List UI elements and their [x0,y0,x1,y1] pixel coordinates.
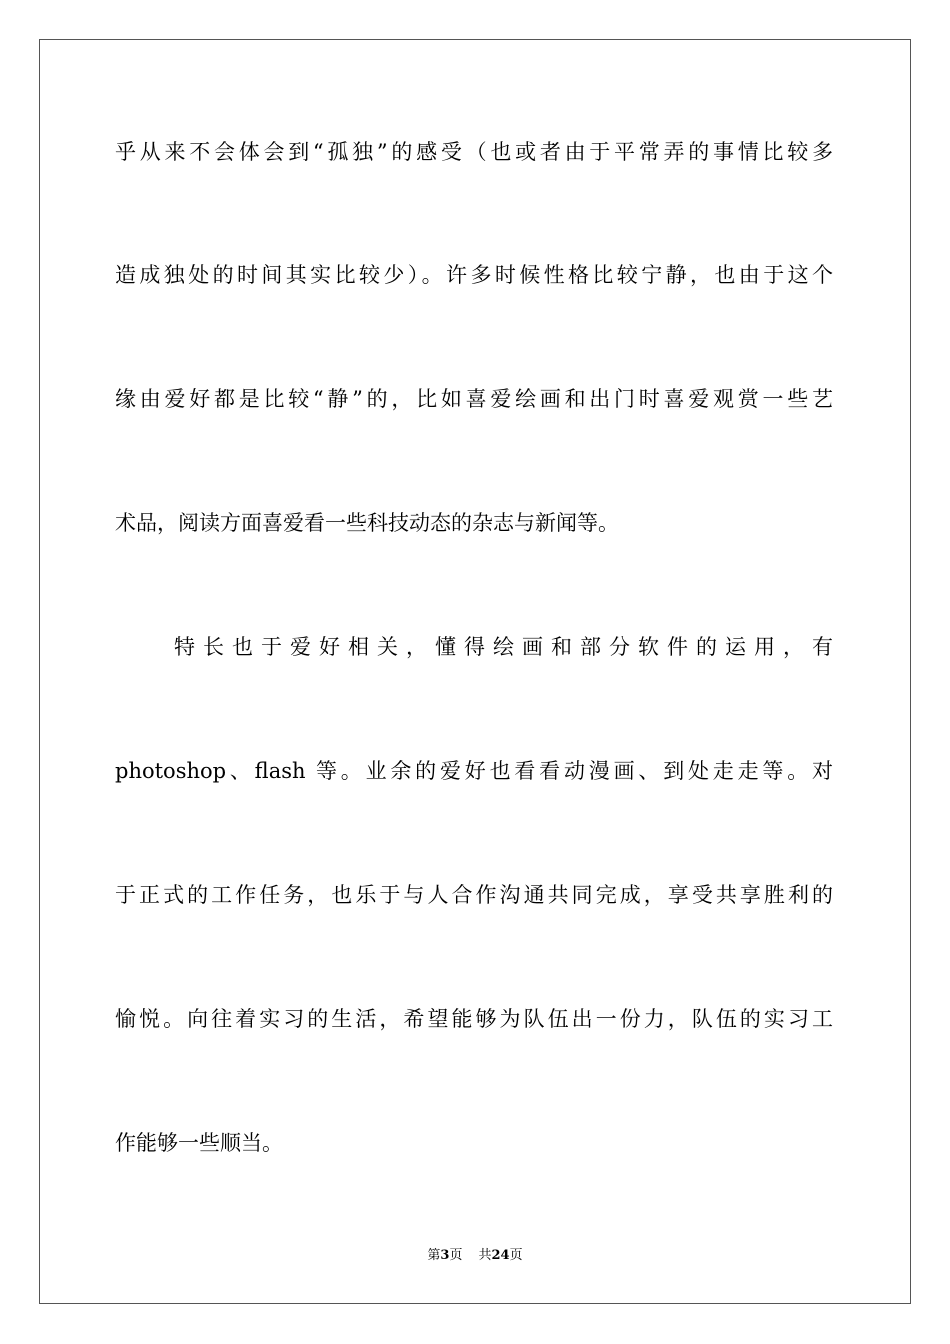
page-border [39,39,911,1304]
footer-page-number: 3 [440,1248,450,1263]
footer-total-suffix: 页 [509,1248,523,1263]
body-text-line-8: 愉悦。向往着实习的生活，希望能够为队伍出一份力，队伍的实习工 [115,1007,833,1031]
footer-total-prefix: 共 [478,1248,492,1263]
footer-page-suffix: 页 [449,1248,463,1263]
body-text-line-5: 特长也于爱好相关，懂得绘画和部分软件的运用，有 [174,635,833,659]
footer-total-pages: 24 [491,1248,510,1263]
body-text-line-7: 于正式的工作任务，也乐于与人合作沟通共同完成，享受共享胜利的 [115,883,833,907]
page-footer [0,1246,950,1266]
body-text-line-1: 乎从来不会体会到“孤独”的感受（也或者由于平常弄的事情比较多 [115,140,833,164]
footer-page-prefix: 第 [427,1248,441,1263]
body-text-line-9: 作能够一些顺当。 [115,1131,283,1155]
body-text-line-3: 缘由爱好都是比较“静”的，比如喜爱绘画和出门时喜爱观赏一些艺 [115,387,833,411]
body-text-line-2: 造成独处的时间其实比较少）。许多时候性格比较宁静，也由于这个 [115,263,833,287]
body-text-line-6: photoshop、flash 等。业余的爱好也看看动漫画、到处走走等。对 [115,759,833,783]
body-text-line-4: 术品，阅读方面喜爱看一些科技动态的杂志与新闻等。 [115,511,619,535]
